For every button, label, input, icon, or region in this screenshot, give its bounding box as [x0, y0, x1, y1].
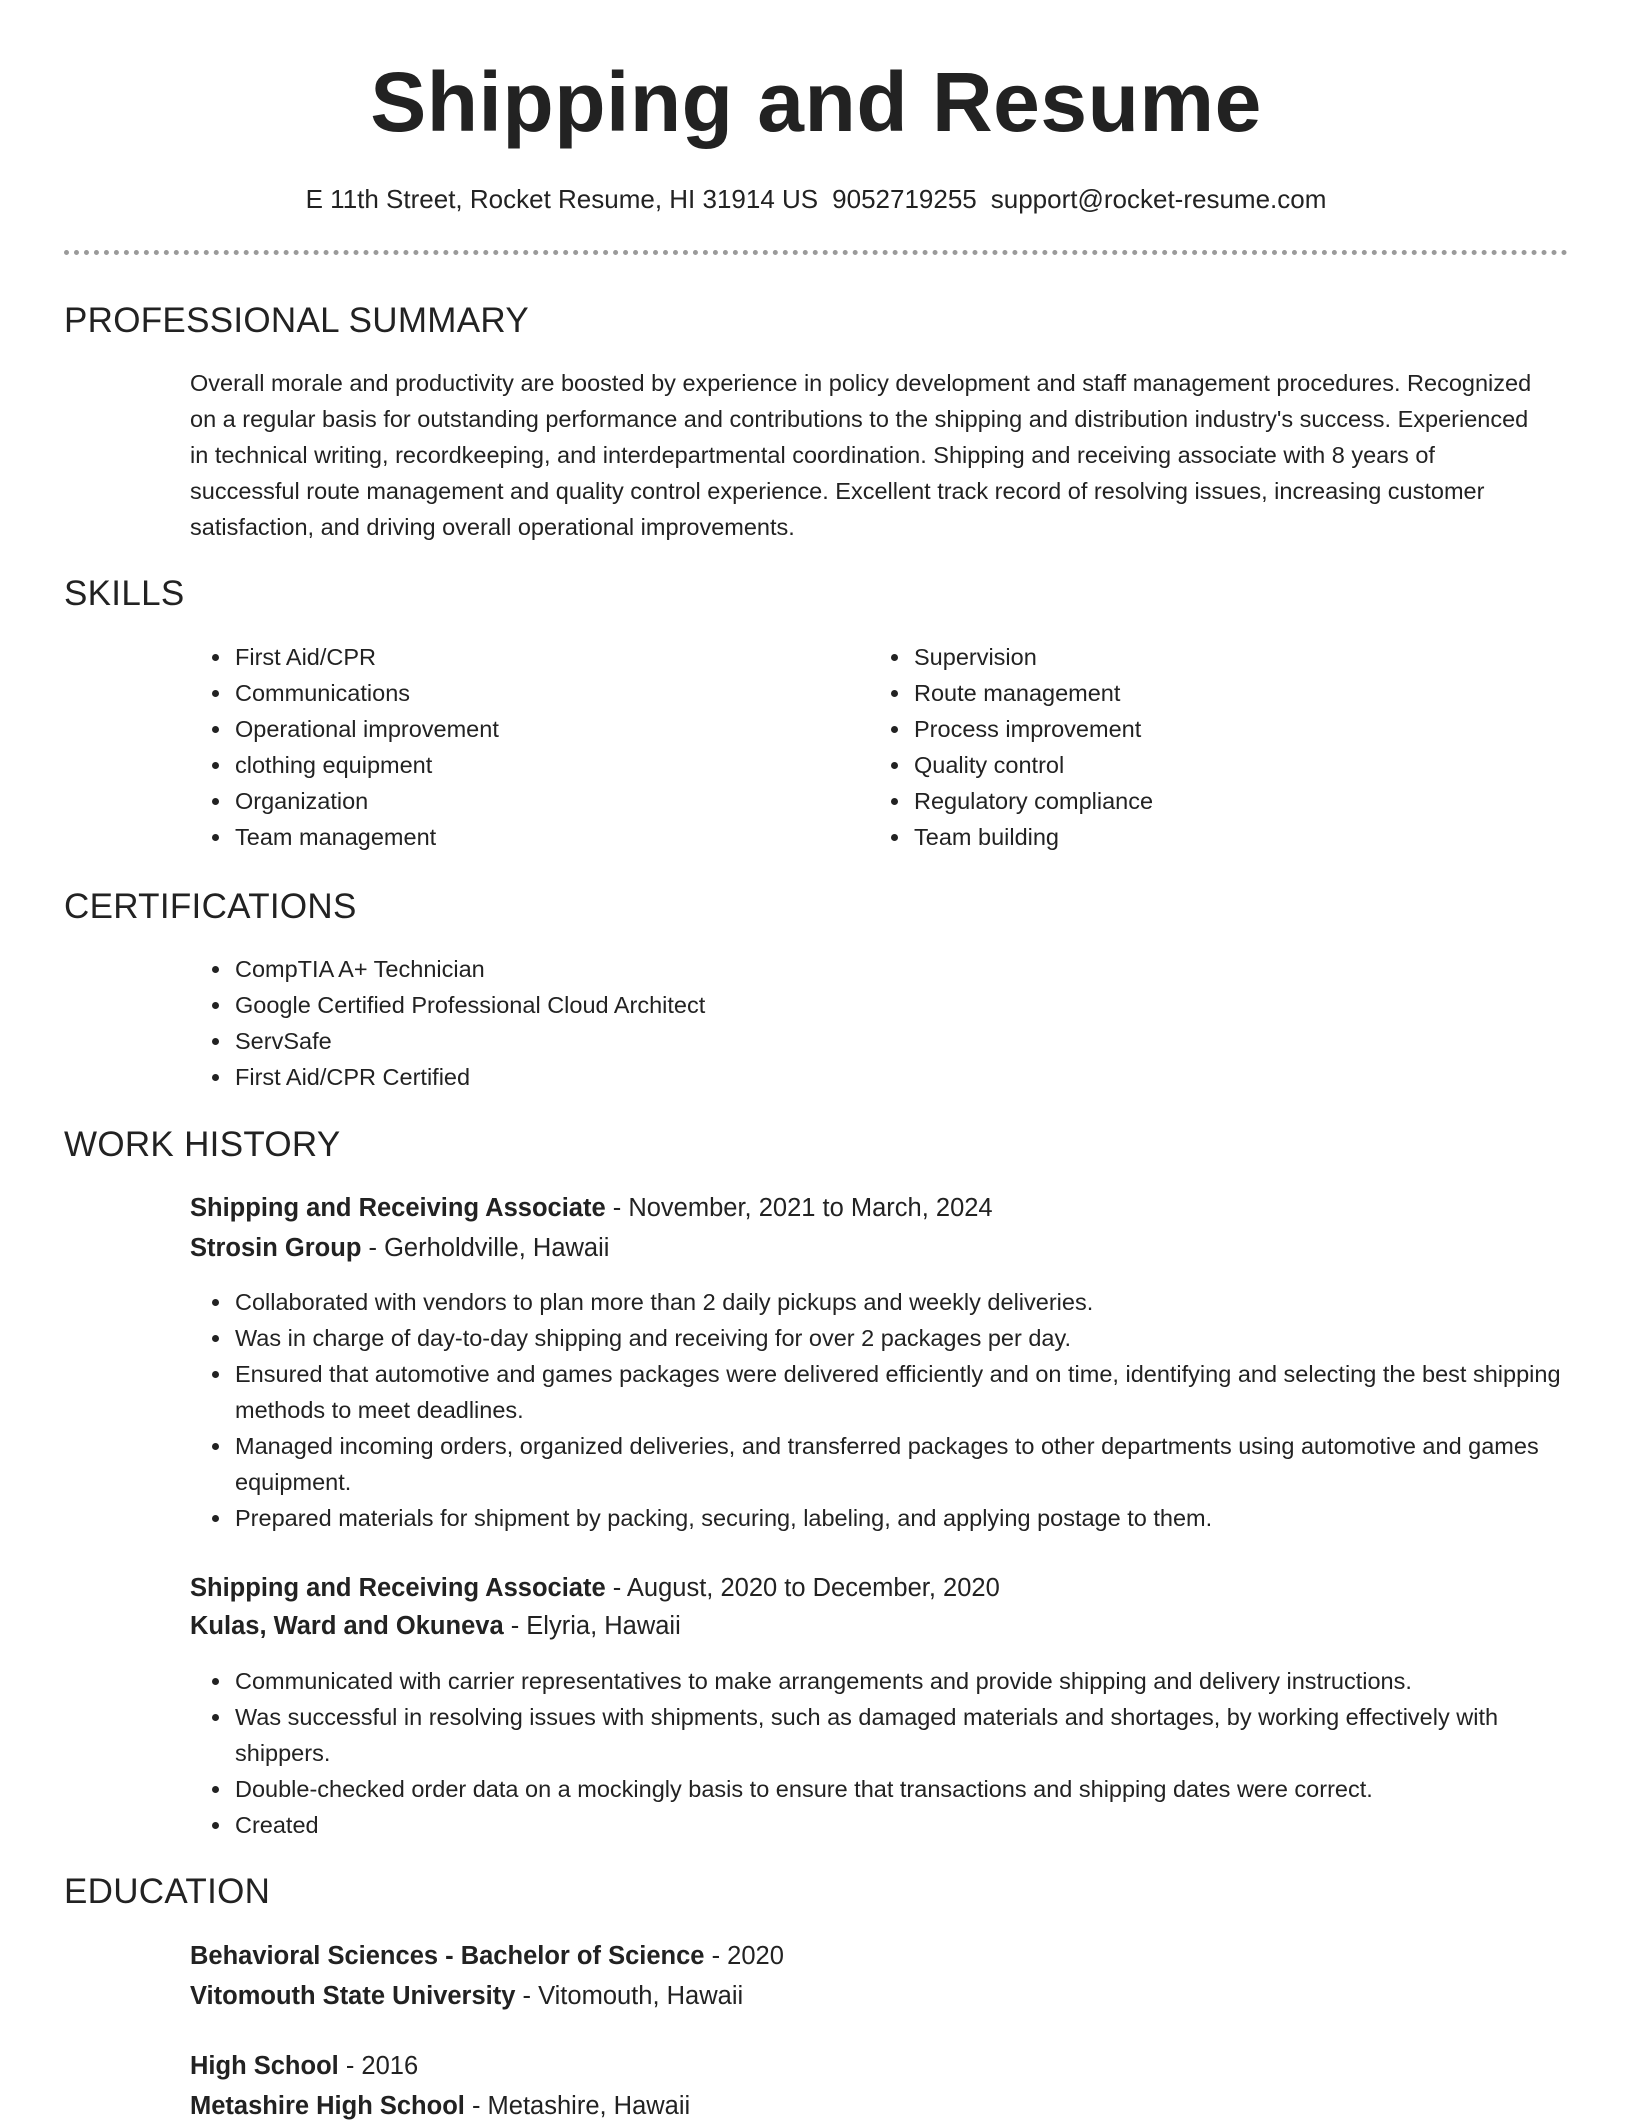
certification-item: • First Aid/CPR Certified: [233, 1059, 1593, 1095]
skill-item: • Organization: [233, 783, 853, 819]
contact-address: E 11th Street, Rocket Resume, HI 31914 US: [305, 184, 819, 214]
education-degree: High School: [190, 2052, 339, 2080]
job-bullet: • Prepared materials for shipment by packing, securing, labeling, and applying postage to them.: [233, 1500, 1593, 1536]
certification-item: • Google Certified Professional Cloud Architect: [233, 987, 1593, 1023]
contact-email: support@rocket-resume.com: [990, 184, 1327, 214]
certifications-heading: CERTIFICATIONS: [64, 887, 357, 926]
skills-list-right: [869, 639, 1532, 855]
skill-item: • Operational improvement: [233, 711, 853, 747]
job-company-line: [190, 1608, 681, 1644]
job-bullet: • Communicated with carrier representatives to make arrangements and provide shipping and delivery instructions.: [233, 1663, 1593, 1699]
job-title-line: [190, 1190, 993, 1226]
job-bullet: • Ensured that automotive and games packages were delivered efficiently and on time, identifying and selecting the best shipping methods to meet deadlines.: [233, 1356, 1593, 1428]
summary-heading: PROFESSIONAL SUMMARY: [64, 301, 529, 340]
job-dates: - November, 2021 to March, 2024: [605, 1194, 993, 1222]
skill-item: • Process improvement: [912, 711, 1532, 747]
contact-line: [0, 182, 1632, 216]
certification-item: • CompTIA A+ Technician: [233, 951, 1593, 987]
education-degree: Behavioral Sciences - Bachelor of Science: [190, 1942, 705, 1970]
skill-item: • First Aid/CPR: [233, 639, 853, 675]
skill-item: • Regulatory compliance: [912, 783, 1532, 819]
header-divider: [64, 250, 1568, 255]
job-bullet: • Collaborated with vendors to plan more than 2 daily pickups and weekly deliveries.: [233, 1284, 1593, 1320]
contact-phone: 9052719255: [832, 184, 977, 214]
education-heading: EDUCATION: [64, 1872, 271, 1911]
job-position: Shipping and Receiving Associate: [190, 1574, 606, 1602]
job-bullet: • Was in charge of day-to-day shipping and receiving for over 2 packages per day.: [233, 1320, 1593, 1356]
job-company-line: [190, 1230, 609, 1266]
certifications-list: [190, 951, 1593, 1095]
skill-item: • clothing equipment: [233, 747, 853, 783]
skill-item: • Team management: [233, 819, 853, 855]
job-position: Shipping and Receiving Associate: [190, 1194, 606, 1222]
certification-item: • ServSafe: [233, 1023, 1593, 1059]
job-bullet: • Created: [233, 1807, 1593, 1843]
skill-item: • Quality control: [912, 747, 1532, 783]
education-year: - 2016: [338, 2052, 419, 2080]
job-bullet: • Was successful in resolving issues with shipments, such as damaged materials and shortages, by working effectively with shippers.: [233, 1699, 1593, 1771]
skill-item: • Supervision: [912, 639, 1532, 675]
job-bullet: • Double-checked order data on a mockingly basis to ensure that transactions and shipping dates were correct.: [233, 1771, 1593, 1807]
skills-list-left: [190, 639, 853, 855]
job-title-line: [190, 1570, 1000, 1606]
job-company: Strosin Group: [190, 1234, 362, 1262]
education-school-line: [190, 2088, 690, 2124]
job-bullets: [190, 1284, 1593, 1536]
work-history-heading: WORK HISTORY: [64, 1125, 341, 1164]
job-location: - Gerholdville, Hawaii: [361, 1234, 610, 1262]
job-dates: - August, 2020 to December, 2020: [605, 1574, 1000, 1602]
job-company: Kulas, Ward and Okuneva: [190, 1612, 504, 1640]
skill-item: • Team building: [912, 819, 1532, 855]
education-year: - 2020: [704, 1942, 784, 1970]
skill-item: • Communications: [233, 675, 853, 711]
summary-text: Overall morale and productivity are boosted by experience in policy development and staff management procedures. Recognized on a regular basis for outstanding performance and contributions to the shipping and distribution industry's success. Experienced in technical writing, recordkeeping, and interdepartmental coordination. Shipping and receiving associate with 8 years of successful route management and quality control experience. Excellent track record of resolving issues, increasing customer satisfaction, and driving overall operational improvements.: [190, 370, 1532, 540]
skill-item: • Route management: [912, 675, 1532, 711]
education-degree-line: [190, 2048, 418, 2084]
skills-heading: SKILLS: [64, 574, 185, 613]
job-location: - Elyria, Hawaii: [503, 1612, 681, 1640]
education-location: - Vitomouth, Hawaii: [515, 1982, 744, 2010]
resume-name: Shipping and Resume: [370, 55, 1262, 149]
education-location: - Metashire, Hawaii: [464, 2092, 691, 2120]
education-degree-line: [190, 1938, 784, 1974]
education-school: Metashire High School: [190, 2092, 465, 2120]
job-bullets: [190, 1663, 1593, 1843]
education-school-line: [190, 1978, 743, 2014]
job-bullet: • Managed incoming orders, organized deliveries, and transferred packages to other departments using automotive and games equipment.: [233, 1428, 1593, 1500]
education-school: Vitomouth State University: [190, 1982, 516, 2010]
